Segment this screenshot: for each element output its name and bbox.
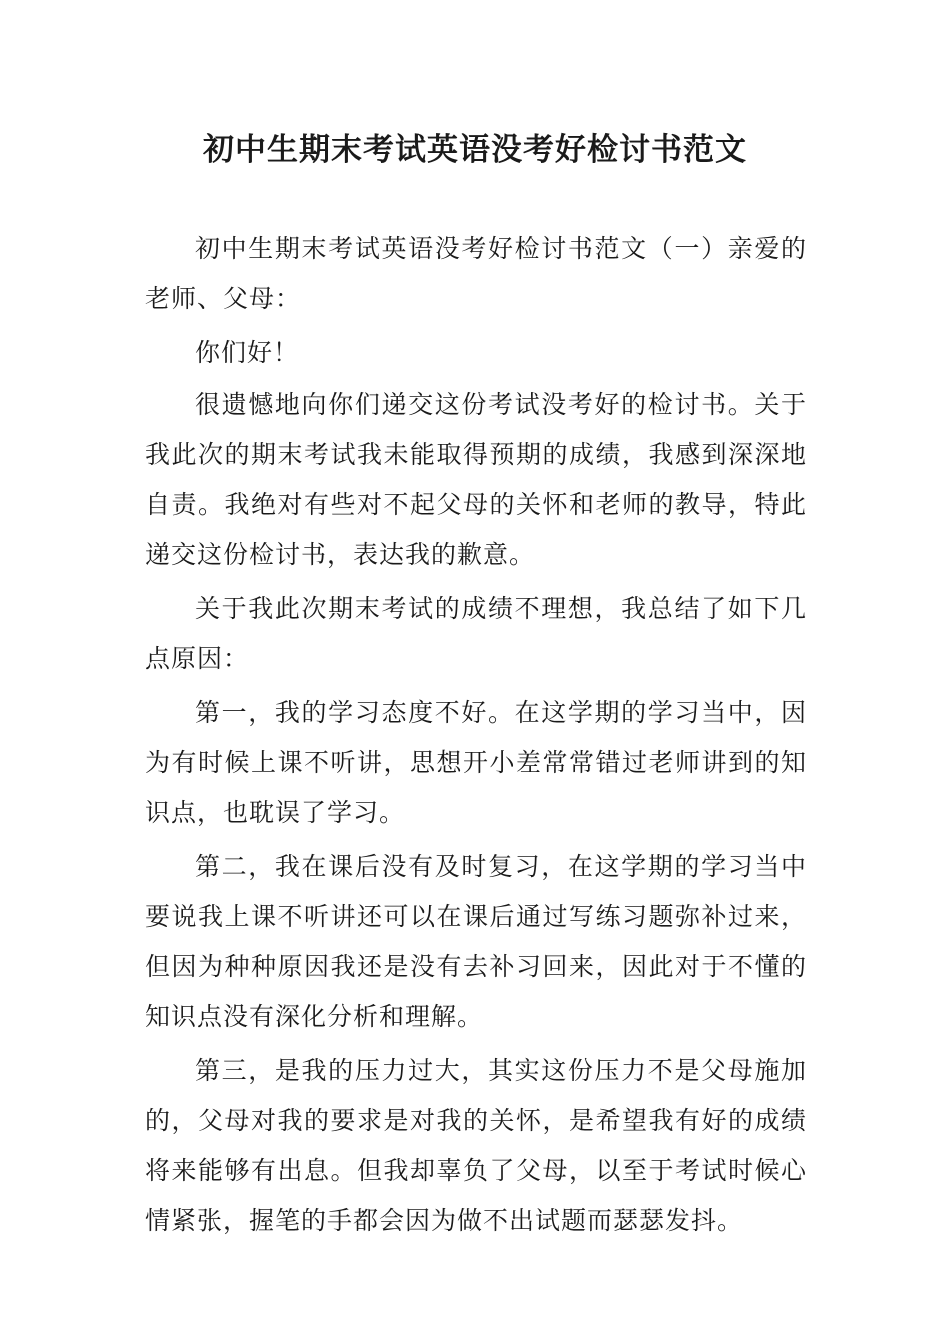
paragraph-reason-3: 第三，是我的压力过大，其实这份压力不是父母施加的，父母对我的要求是对我的关怀，是希望我有好的成绩将来能够有出息。但我却辜负了父母，以至于考试时候心情紧张，握笔的手都会因为做不出试题而瑟瑟发抖。 [145, 1056, 807, 1235]
document-body [145, 224, 807, 1250]
paragraph-reason-2: 第二，我在课后没有及时复习，在这学期的学习当中要说我上课不听讲还可以在课后通过写练习题弥补过来，但因为种种原因我还是没有去补习回来，因此对于不懂的知识点没有深化分析和理解。 [145, 852, 807, 1031]
paragraph-reason-1: 第一，我的学习态度不好。在这学期的学习当中，因为有时候上课不听讲，思想开小差常常错过老师讲到的知识点，也耽误了学习。 [145, 698, 807, 827]
paragraph-greeting: 初中生期末考试英语没考好检讨书范文（一）亲爱的老师、父母： [145, 234, 807, 313]
document-title: 初中生期末考试英语没考好检讨书范文 [203, 132, 747, 168]
paragraph-apology: 很遗憾地向你们递交这份考试没考好的检讨书。关于我此次的期末考试我未能取得预期的成绩，我感到深深地自责。我绝对有些对不起父母的关怀和老师的教导，特此递交这份检讨书，表达我的歉意。 [145, 390, 807, 569]
paragraph-hello: 你们好！ [195, 338, 300, 367]
paragraph-reasons-intro: 关于我此次期末考试的成绩不理想，我总结了如下几点原因： [145, 594, 807, 673]
